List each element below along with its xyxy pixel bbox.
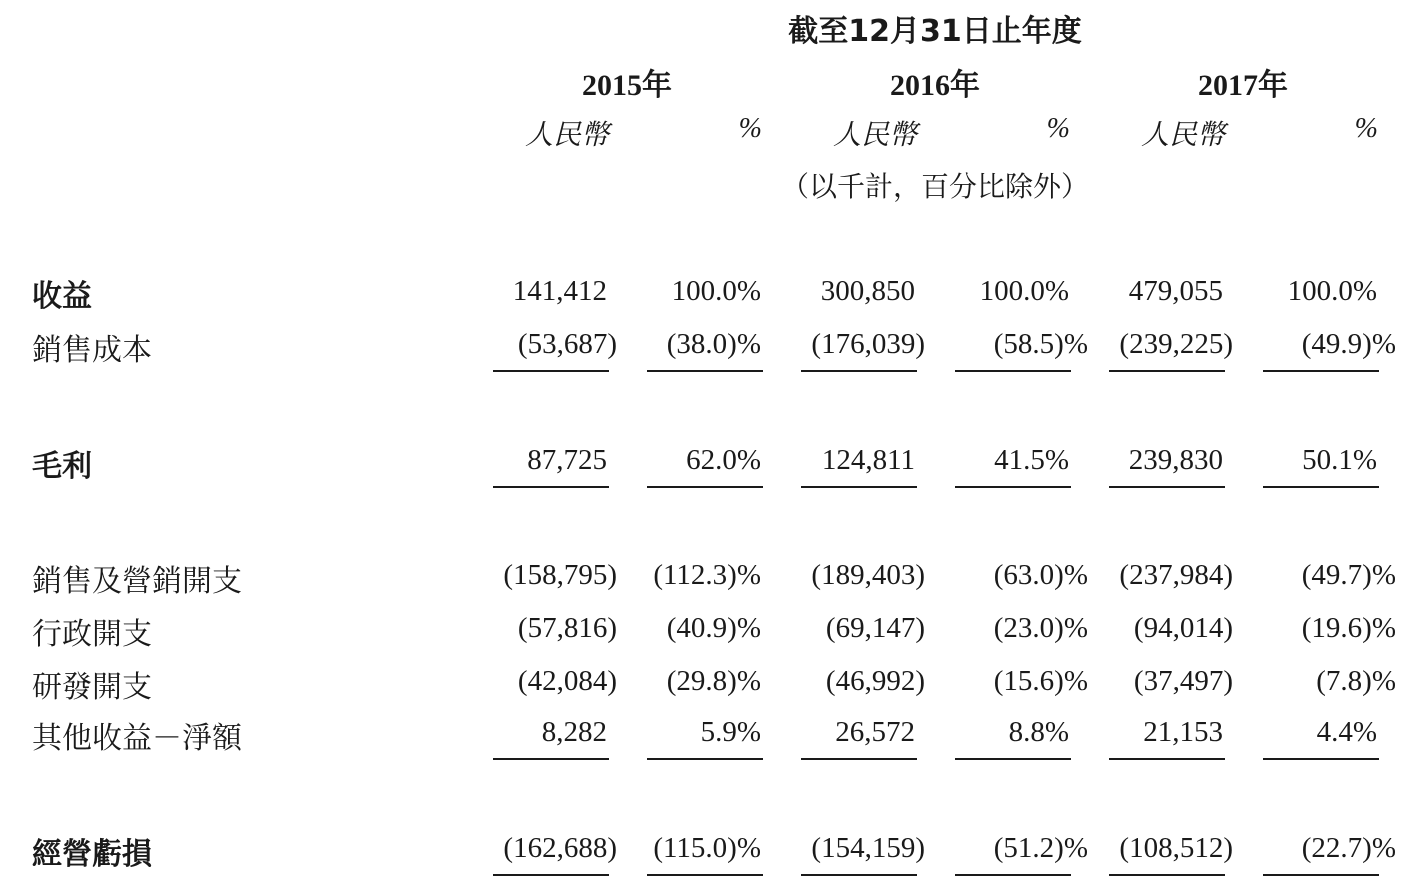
underline: [493, 874, 609, 876]
cell-revenue-2015-pct: 100.0%: [671, 275, 761, 307]
cell-admin-2016-rmb: (69,147): [825, 612, 925, 644]
underline: [1263, 370, 1379, 372]
unit-currency-2017: 人民幣: [1140, 120, 1225, 151]
cell-rnd-2015-rmb: (42,084): [517, 665, 617, 697]
row-label-operating-loss: 經營虧損: [32, 837, 152, 872]
underline: [1109, 486, 1225, 488]
cell-admin-2015-pct: (40.9)%: [666, 612, 761, 644]
cell-sm-2017-rmb: (237,984): [1119, 559, 1233, 591]
cell-sm-2015-pct: (112.3)%: [653, 559, 761, 591]
underline: [647, 758, 763, 760]
cell-oploss-2016-pct: (51.2)%: [993, 832, 1088, 864]
unit-percent-2017: %: [1354, 113, 1378, 144]
cell-admin-2017-rmb: (94,014): [1133, 612, 1233, 644]
cell-rnd-2017-pct: (7.8)%: [1316, 665, 1396, 697]
underline: [1263, 486, 1379, 488]
cell-oploss-2017-pct: (22.7)%: [1301, 832, 1396, 864]
underline: [647, 370, 763, 372]
cell-rnd-2016-rmb: (46,992): [825, 665, 925, 697]
cell-other-2015-pct: 5.9%: [700, 716, 761, 748]
cell-gp-2015-rmb: 87,725: [527, 444, 607, 476]
cell-other-2017-rmb: 21,153: [1143, 716, 1223, 748]
cell-cost-2015-pct: (38.0)%: [666, 328, 761, 360]
cell-gp-2016-rmb: 124,811: [821, 444, 915, 476]
cell-oploss-2015-rmb: (162,688): [503, 832, 617, 864]
cell-other-2016-rmb: 26,572: [835, 716, 915, 748]
cell-gp-2015-pct: 62.0%: [686, 444, 761, 476]
cell-cost-2016-rmb: (176,039): [811, 328, 925, 360]
cell-rnd-2017-rmb: (37,497): [1133, 665, 1233, 697]
row-label-cost-of-sales: 銷售成本: [32, 333, 152, 368]
units-note: （以千計，百分比除外）: [780, 170, 1089, 203]
underline: [493, 486, 609, 488]
cell-cost-2015-rmb: (53,687): [517, 328, 617, 360]
year-2017: 2017年: [1198, 69, 1288, 102]
cell-gp-2016-pct: 41.5%: [994, 444, 1069, 476]
row-label-gross-profit: 毛利: [32, 449, 92, 484]
cell-admin-2015-rmb: (57,816): [517, 612, 617, 644]
cell-cost-2017-rmb: (239,225): [1119, 328, 1233, 360]
year-2015: 2015年: [582, 69, 672, 102]
cell-admin-2016-pct: (23.0)%: [993, 612, 1088, 644]
underline: [647, 874, 763, 876]
underline: [493, 370, 609, 372]
underline: [1263, 758, 1379, 760]
row-label-rnd: 研發開支: [32, 670, 152, 705]
cell-revenue-2016-pct: 100.0%: [979, 275, 1069, 307]
underline: [801, 486, 917, 488]
cell-oploss-2017-rmb: (108,512): [1119, 832, 1233, 864]
cell-sm-2016-pct: (63.0)%: [993, 559, 1088, 591]
cell-revenue-2015-rmb: 141,412: [512, 275, 607, 307]
underline: [955, 486, 1071, 488]
underline: [801, 874, 917, 876]
cell-rnd-2015-pct: (29.8)%: [666, 665, 761, 697]
cell-oploss-2016-rmb: (154,159): [811, 832, 925, 864]
underline: [801, 370, 917, 372]
underline: [1109, 370, 1225, 372]
cell-revenue-2016-rmb: 300,850: [820, 275, 915, 307]
cell-cost-2017-pct: (49.9)%: [1301, 328, 1396, 360]
underline: [1109, 758, 1225, 760]
underline: [955, 758, 1071, 760]
cell-gp-2017-pct: 50.1%: [1302, 444, 1377, 476]
cell-sm-2016-rmb: (189,403): [811, 559, 925, 591]
cell-rnd-2016-pct: (15.6)%: [993, 665, 1088, 697]
cell-cost-2016-pct: (58.5)%: [993, 328, 1088, 360]
cell-admin-2017-pct: (19.6)%: [1301, 612, 1396, 644]
unit-currency-2015: 人民幣: [524, 120, 609, 151]
cell-sm-2015-rmb: (158,795): [503, 559, 617, 591]
unit-currency-2016: 人民幣: [832, 120, 917, 151]
cell-other-2017-pct: 4.4%: [1316, 716, 1377, 748]
cell-oploss-2015-pct: (115.0)%: [653, 832, 761, 864]
row-label-admin: 行政開支: [32, 617, 152, 652]
row-label-revenue: 收益: [32, 279, 92, 314]
year-2016: 2016年: [890, 69, 980, 102]
underline: [1263, 874, 1379, 876]
cell-other-2016-pct: 8.8%: [1008, 716, 1069, 748]
row-label-selling-marketing: 銷售及營銷開支: [32, 564, 242, 599]
row-label-other-gains: 其他收益－淨額: [32, 721, 242, 756]
underline: [955, 370, 1071, 372]
cell-revenue-2017-pct: 100.0%: [1287, 275, 1377, 307]
underline: [801, 758, 917, 760]
underline: [1109, 874, 1225, 876]
underline: [493, 758, 609, 760]
underline: [955, 874, 1071, 876]
cell-revenue-2017-rmb: 479,055: [1128, 275, 1223, 307]
cell-gp-2017-rmb: 239,830: [1128, 444, 1223, 476]
period-header: 截至12月31日止年度: [788, 14, 1082, 49]
underline: [647, 486, 763, 488]
unit-percent-2015: %: [738, 113, 762, 144]
unit-percent-2016: %: [1046, 113, 1070, 144]
cell-sm-2017-pct: (49.7)%: [1301, 559, 1396, 591]
cell-other-2015-rmb: 8,282: [541, 716, 607, 748]
